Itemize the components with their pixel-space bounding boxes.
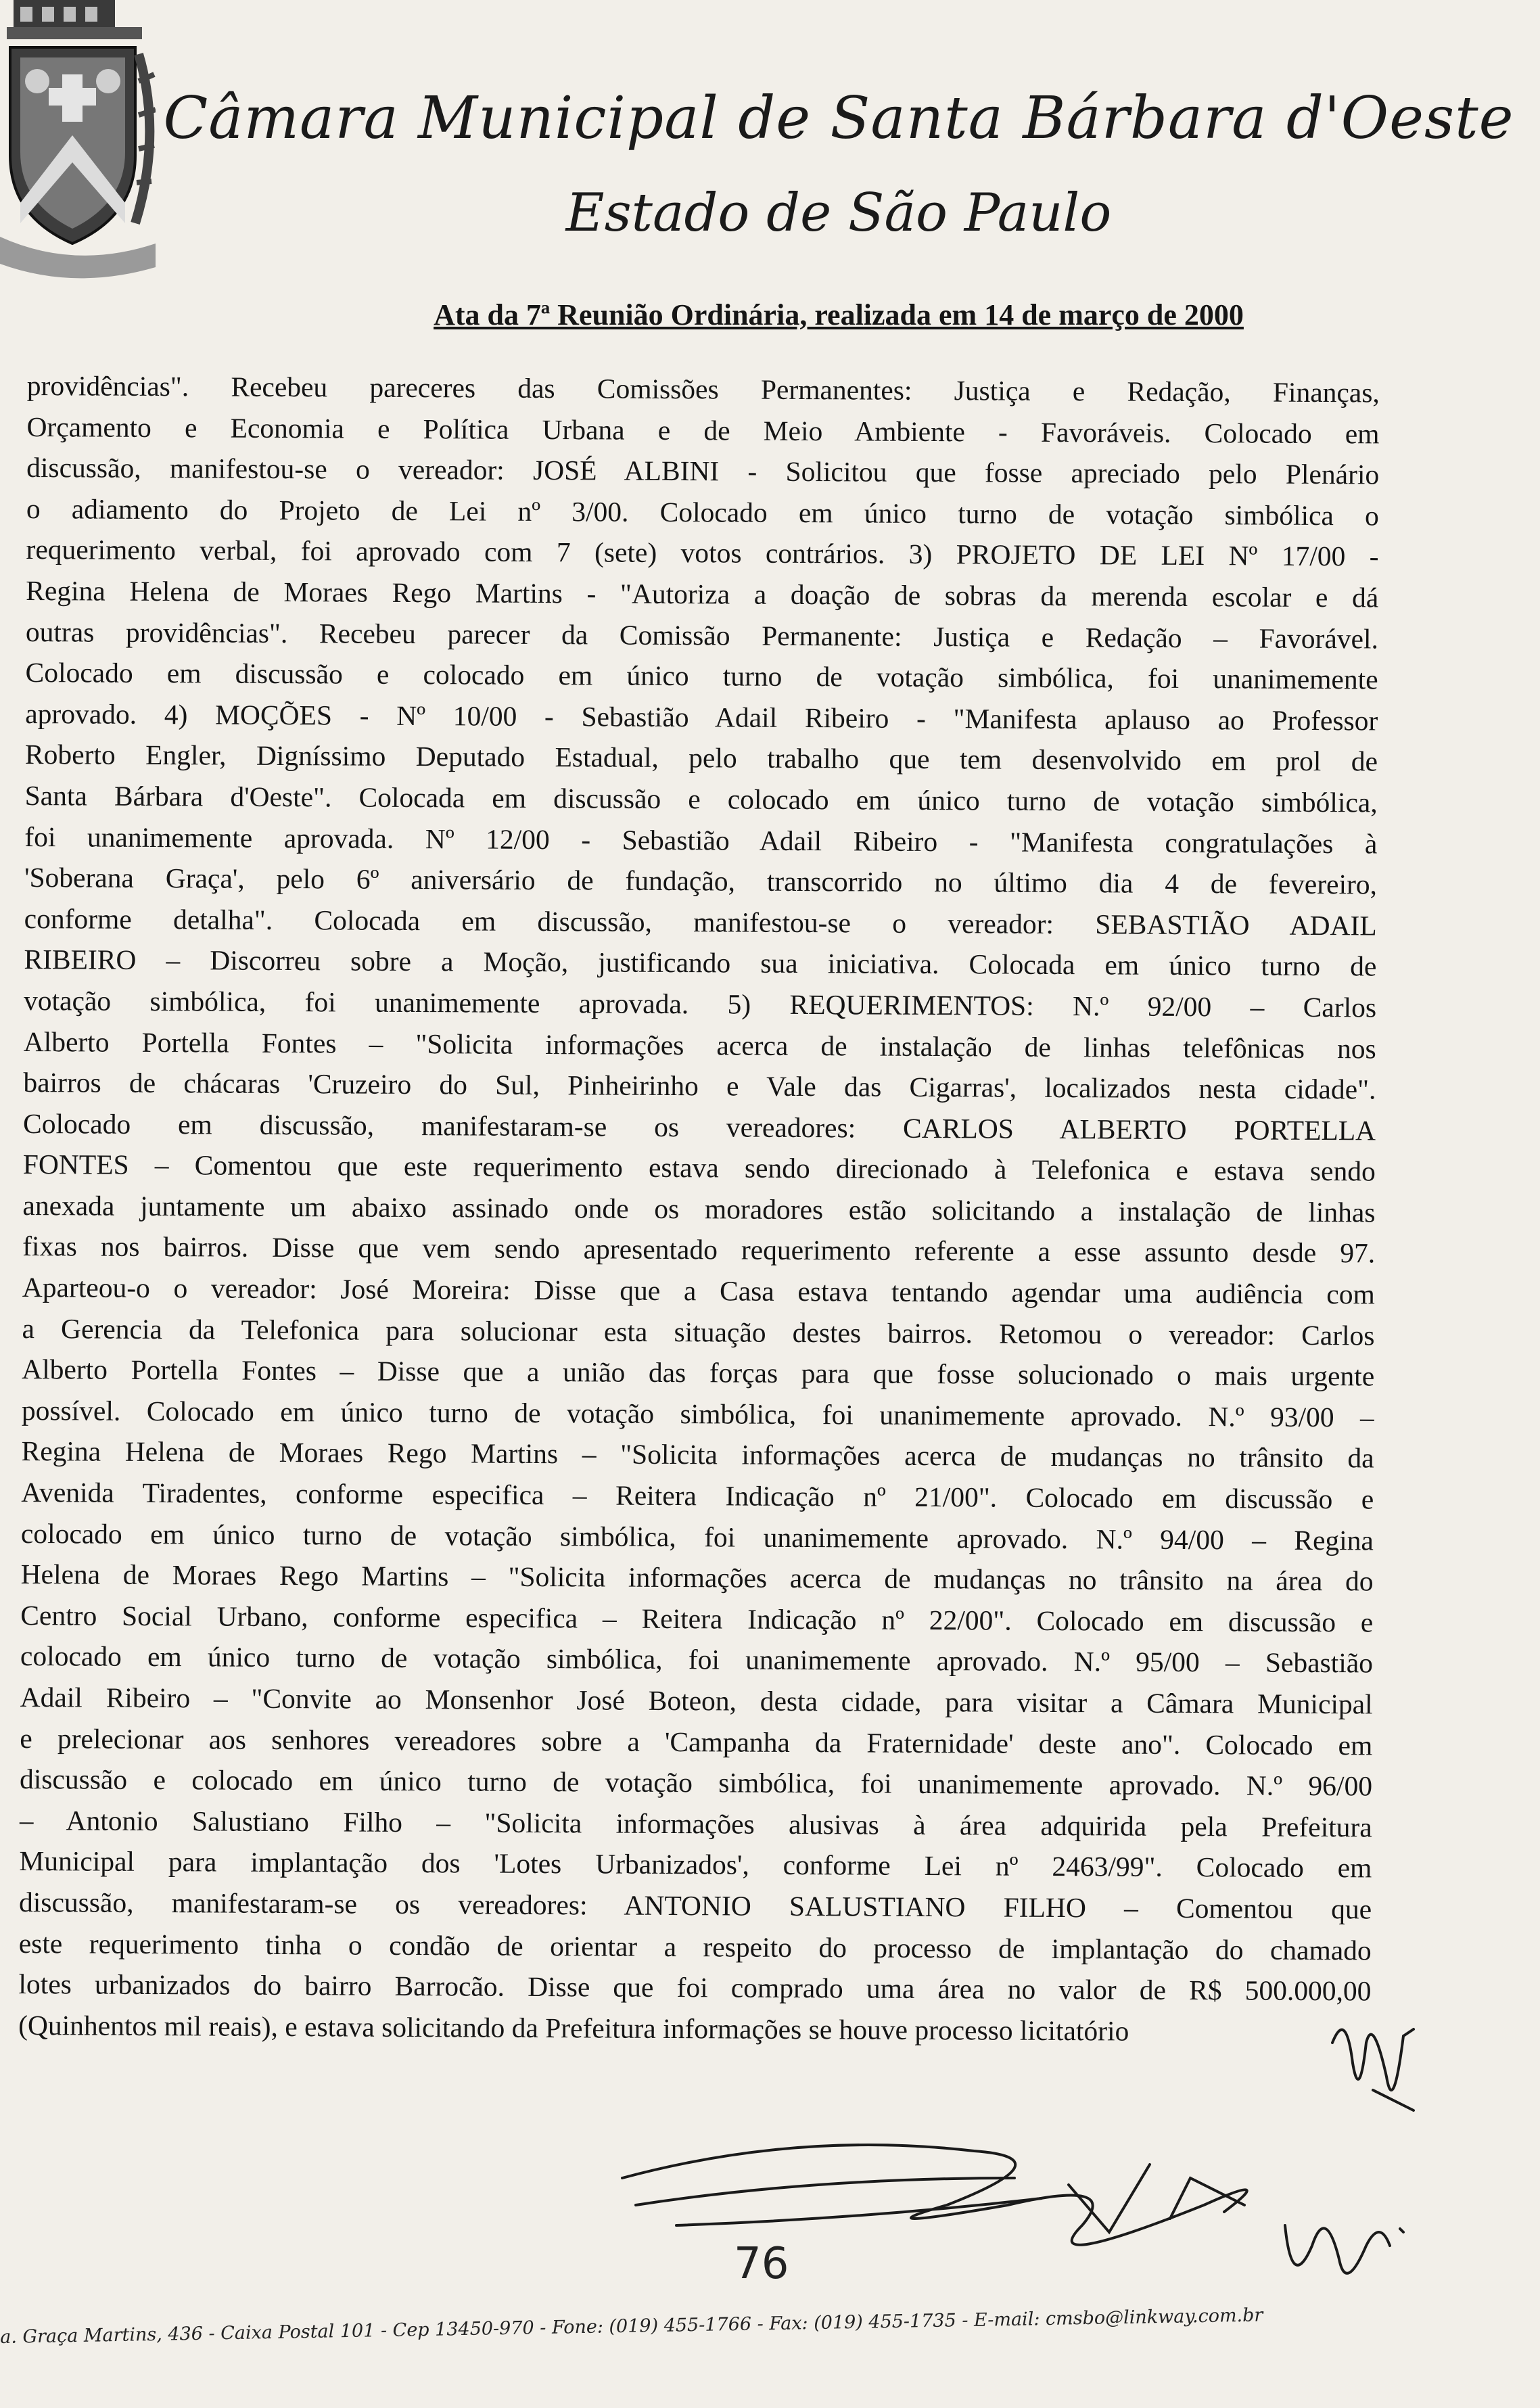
body-line: Regina Helena de Moraes Rego Martins – "Solicita informações acerca de mudanças no trânsito da: [21, 1435, 1374, 1474]
body-line: Regina Helena de Moraes Rego Martins - "Autoriza a doação de sobras da merenda escolar e dá: [26, 574, 1379, 613]
body-line: anexada juntamente um abaixo assinado onde os moradores estão solicitando a instalação de linhas: [22, 1189, 1376, 1228]
body-line: RIBEIRO – Discorreu sobre a Moção, justificando sua iniciativa. Colocada em único turno de: [24, 944, 1377, 982]
body-line: Centro Social Urbano, conforme especifica – Reitera Indicação nº 22/00". Colocado em discussão e: [20, 1599, 1374, 1638]
letterhead-institution: Câmara Municipal de Santa Bárbara d'Oeste: [163, 85, 1514, 152]
body-line: fixas nos bairros. Disse que vem sendo apresentado requerimento referente a esse assunto desde 97.: [22, 1230, 1376, 1269]
body-line: (Quinhentos mil reais), e estava solicitando da Prefeitura informações se houve processo licitatório: [18, 2009, 1129, 2047]
letterhead: [162, 81, 1515, 250]
body-line: a Gerencia da Telefonica para solucionar esta situação destes bairros. Retomou o vereador: Carlos: [22, 1312, 1375, 1351]
body-line: – Antonio Salustiano Filho – "Solicita informações alusivas à área adquirida pela Prefeitura: [19, 1804, 1372, 1843]
body-line: outras providências". Recebeu parecer da Comissão Permanente: Justiça e Redação – Favorável.: [25, 616, 1379, 655]
body-line: lotes urbanizados do bairro Barrocão. Disse que foi comprado uma área no valor de R$ 500.000,00: [18, 1968, 1372, 2007]
body-line: Municipal para implantação dos 'Lotes Urbanizados', conforme Lei nº 2463/99". Colocado em: [19, 1845, 1372, 1884]
body-line: este requerimento tinha o condão de orientar a respeito do processo de implantação do chamado: [18, 1927, 1372, 1966]
body-line: possível. Colocado em único turno de votação simbólica, foi unanimemente aprovado. N.º 93/00 –: [21, 1394, 1375, 1433]
body-line: Avenida Tiradentes, conforme especifica – Reitera Indicação nº 21/00". Colocado em discussão e: [21, 1477, 1374, 1515]
body-line: conforme detalha". Colocada em discussão, manifestou-se o vereador: SEBASTIÃO ADAIL: [24, 902, 1377, 942]
page-number: 76: [734, 2239, 789, 2289]
body-line: Helena de Moraes Rego Martins – "Solicita informações acerca de mudanças no trânsito na área do: [20, 1558, 1374, 1597]
body-line: aprovado. 4) MOÇÕES - Nº 10/00 - Sebastião Adail Ribeiro - "Manifesta aplauso ao Professor: [25, 697, 1378, 737]
body-line: foi unanimemente aprovada. Nº 12/00 - Sebastião Adail Ribeiro - "Manifesta congratulações à: [24, 820, 1378, 859]
body-line: 'Soberana Graça', pelo 6º aniversário de fundação, transcorrido no último dia 4 de fevereiro,: [24, 862, 1378, 900]
body-line: discussão, manifestaram-se os vereadores: ANTONIO SALUSTIANO FILHO – Comentou que: [18, 1886, 1372, 1925]
body-line: providências". Recebeu pareceres das Comissões Permanentes: Justiça e Redação, Finanças,: [26, 369, 1380, 409]
minutes-body: [18, 365, 1380, 2053]
document-title: Ata da 7ª Reunião Ordinária, realizada em 14 de março de 2000: [434, 298, 1244, 331]
letterhead-state: Estado de São Paulo: [565, 183, 1112, 244]
body-line: requerimento verbal, foi aprovado com 7 (sete) votos contrários. 3) PROJETO DE LEI Nº 17/00 -: [26, 534, 1379, 572]
body-line: Roberto Engler, Digníssimo Deputado Estadual, pelo trabalho que tem desenvolvido em prol de: [24, 739, 1378, 777]
body-line: Alberto Portella Fontes – "Solicita informações acerca de instalação de linhas telefônicas nos: [23, 1025, 1376, 1064]
body-line: discussão e colocado em único turno de votação simbólica, foi unanimemente aprovado. N.º 96/00: [19, 1763, 1373, 1802]
coat-of-arms-icon: [0, 0, 156, 291]
body-line: colocado em único turno de votação simbólica, foi unanimemente aprovado. N.º 94/00 – Regina: [20, 1517, 1374, 1556]
body-line: Aparteou-o o vereador: José Moreira: Disse que a Casa estava tentando agendar uma audiência com: [22, 1272, 1375, 1310]
letterhead-footer: a. Graça Martins, 436 - Caixa Postal 101 - Cep 13450-970 - Fone: (019) 455-1766 - Fax: (019) 455-1735 - E-mail: cmsbo@linkway.com.br: [0, 2305, 1263, 2348]
signatures: [595, 2002, 1501, 2300]
body-line: colocado em único turno de votação simbólica, foi unanimemente aprovado. N.º 95/00 – Sebastião: [20, 1640, 1374, 1679]
body-line: o adiamento do Projeto de Lei nº 3/00. Colocado em único turno de votação simbólica o: [26, 492, 1379, 532]
body-line: discussão, manifestou-se o vereador: JOSÉ ALBINI - Solicitou que fosse apreciado pelo Plenário: [26, 452, 1380, 490]
body-line: Colocado em discussão, manifestaram-se os vereadores: CARLOS ALBERTO PORTELLA: [23, 1107, 1376, 1147]
body-line: Santa Bárbara d'Oeste". Colocada em discussão e colocado em único turno de votação simbólica,: [24, 779, 1378, 818]
body-line: votação simbólica, foi unanimemente aprovada. 5) REQUERIMENTOS: N.º 92/00 – Carlos: [23, 984, 1377, 1023]
body-line: bairros de chácaras 'Cruzeiro do Sul, Pinheirinho e Vale das Cigarras', localizados nesta cidade".: [23, 1067, 1376, 1105]
body-line: FONTES – Comentou que este requerimento estava sendo direcionado à Telefonica e estava sendo: [22, 1149, 1376, 1187]
body-line: Colocado em discussão e colocado em único turno de votação simbólica, foi unanimemente: [25, 657, 1378, 695]
body-line: Adail Ribeiro – "Convite ao Monsenhor José Boteon, desta cidade, para visitar a Câmara Municipal: [20, 1681, 1373, 1720]
body-line: Alberto Portella Fontes – Disse que a união das forças para que fosse solucionado o mais urgente: [22, 1353, 1375, 1392]
body-line: e prelecionar aos senhores vereadores sobre a 'Campanha da Fraternidade' deste ano". Colocado em: [20, 1722, 1373, 1761]
body-line: Orçamento e Economia e Política Urbana e de Meio Ambiente - Favoráveis. Colocado em: [26, 411, 1380, 450]
